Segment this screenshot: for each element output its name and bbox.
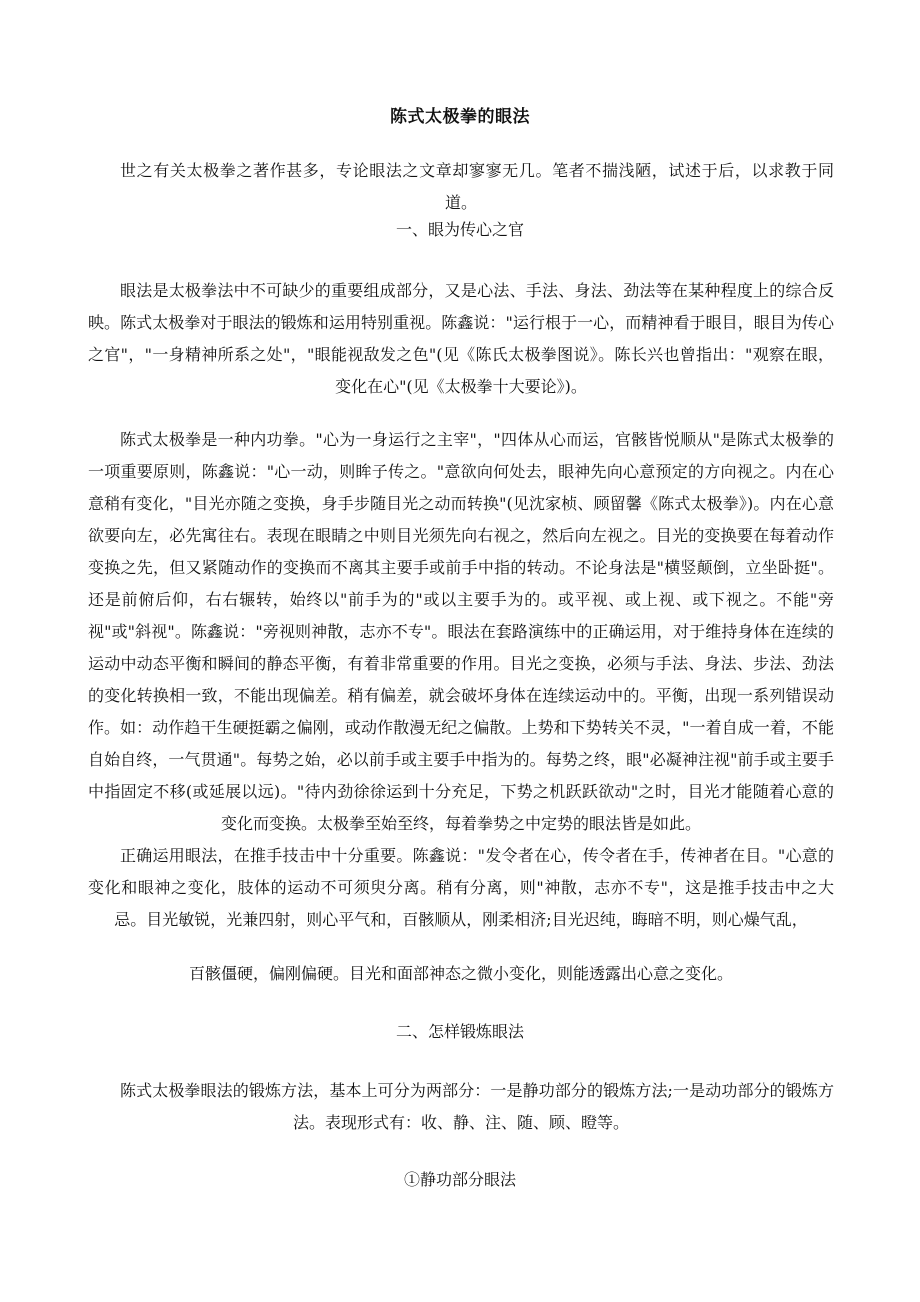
paragraph-2: 陈式太极拳是一种内功拳。"心为一身运行之主宰"，"四体从心而运，官骸皆悦顺从"是陈式太极拳的一项重要原则，陈鑫说："心一动，则眸子传之。"意欲向何处去，眼神先向心意预定的方向视之。内在心意稍有变化，"目光亦随之变换，身手步随目光之动而转换"(见沈家桢、顾留馨《陈式太极拳》)。内在心意欲要向左，必先寓往右。表现在眼睛之中则目光须先向右视之，然后向左视之。目光的变换要在每着动作变换之先，但又紧随动作的变换而不离其主要手或前手中指的转动。不论身法是"横竖颠倒，立坐卧挺"。还是前俯后仰，右右辗转，始终以"前手为的"或以主要手为的。或平视、或上视、或下视之。不能"旁视"或"斜视"。陈鑫说："旁视则神散，志亦不专"。眼法在套路演练中的正确运用，对于维持身体在连续的运动中动态平衡和瞬间的静态平衡，有着非常重要的作用。目光之变换，必须与手法、身法、步法、劲法的变化转换相一致，不能出现偏差。稍有偏差，就会破坏身体在连续运动中的。平衡，出现一系列错误动作。如：动作趋干生硬挺霸之偏刚，或动作散漫无纪之偏散。上势和下势转关不灵，"一着自成一着，不能自始自终，一气贯通"。每势之始，必以前手或主要手中指为的。每势之终，眼"必凝神注视"前手或主要手中指固定不移(或延展以远)。"待内劲徐徐运到十分充足，下势之机跃跃欲动"之时，目光才能随着心意的变化而变换。太极拳至始至终，每着拳势之中定势的眼法皆是如此。 [88, 430, 834, 833]
intro-paragraph: 世之有关太极拳之著作甚多，专论眼法之文章却寥寥无几。笔者不揣浅陋，试述于后，以求教于同道。 [120, 161, 834, 212]
document-title: 陈式太极拳的眼法 [390, 107, 530, 127]
paragraph-3-continued: 百骸僵硬，偏刚偏硬。目光和面部神态之微小变化，则能透露出心意之变化。 [188, 964, 733, 983]
paragraph-3: 正确运用眼法，在推手技击中十分重要。陈鑫说："发令者在心，传令者在手，传神者在目。"心意的变化和眼神之变化，肢体的运动不可须臾分离。稍有分离，则"神散，志亦不专"，这是推手技击中之大忌。目光敏锐，光兼四射，则心平气和，百骸顺从，刚柔相济;目光迟纯，晦暗不明，则心燥气乱， [88, 846, 834, 929]
paragraph-4: 陈式太极拳眼法的锻炼方法，基本上可分为两部分：一是静功部分的锻炼方法;一是动功部分的锻炼方法。表现形式有：收、静、注、随、顾、瞪等。 [120, 1081, 834, 1132]
section-heading-1: 一、眼为传心之官 [395, 220, 524, 239]
subsection-heading: ①静功部分眼法 [403, 1170, 516, 1189]
section-heading-2: 二、怎样锻炼眼法 [395, 1022, 524, 1041]
paragraph-1: 眼法是太极拳法中不可缺少的重要组成部分，又是心法、手法、身法、劲法等在某种程度上的综合反映。陈式太极拳对于眼法的锻炼和运用特别重视。陈鑫说："运行根于一心，而精神看于眼目，眼目为传心之官"，"一身精神所系之处"，"眼能视敌发之色"(见《陈氏太极拳图说》。陈长兴也曾指出："观察在眼，变化在心"(见《太极拳十大要论》)。 [88, 281, 834, 396]
